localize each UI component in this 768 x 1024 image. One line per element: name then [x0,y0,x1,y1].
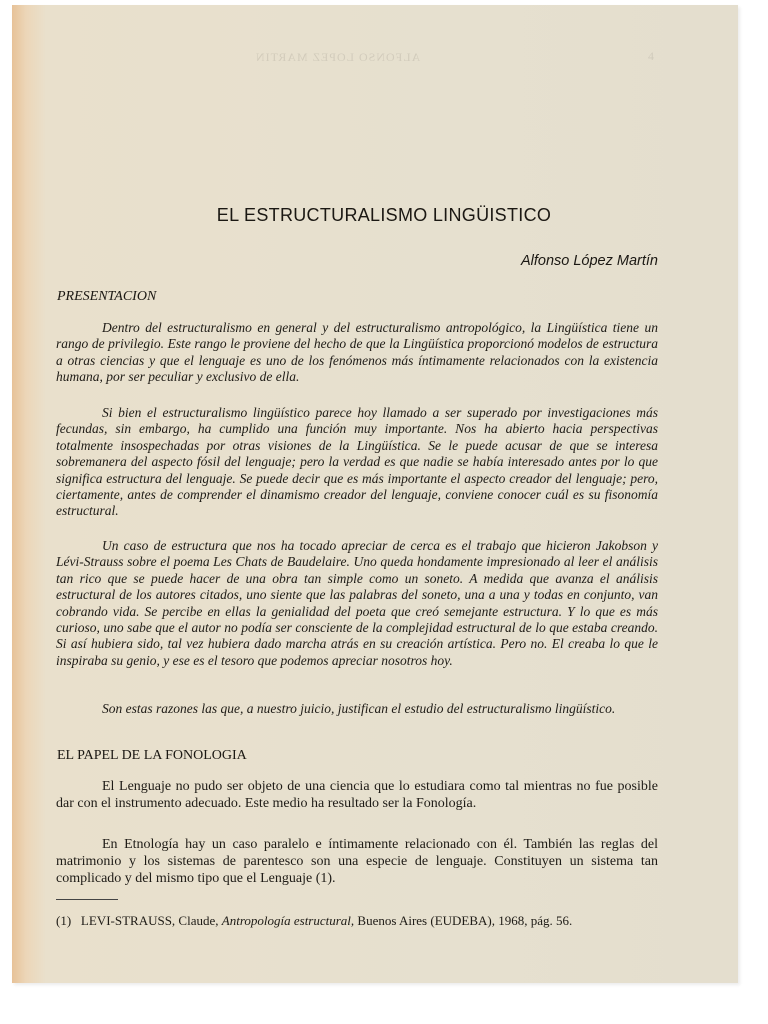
section-heading-presentacion: PRESENTACION [57,289,157,304]
paragraph: El Lenguaje no pudo ser objeto de una ciencia que lo estudiara como tal mientras no fue posible dar con el instrumento adecuado. Este medio ha resultado ser la Fonología. [56,779,658,811]
footnote [56,913,658,929]
paragraph: En Etnología hay un caso paralelo e íntimamente relacionado con él. También las reglas del matrimonio y los sistemas de parentesco son una especie de lenguaje. Constituyen un sistema tan complicado y del mismo tipo que el Lenguaje (1). [56,837,658,886]
bleed-through-page-number: 4 [648,49,655,63]
footnote-marker: (1) [56,913,72,928]
footnote-publication: Buenos Aires (EUDEBA), 1968, pág. 56. [357,913,573,928]
section-heading-fonologia: EL PAPEL DE LA FONOLOGIA [57,748,247,763]
article-title: EL ESTRUCTURALISMO LINGÜISTICO [216,205,552,225]
paragraph: Dentro del estructuralismo en general y del estructuralismo antropológico, la Lingüística tiene un rango de privilegio. Este rango le proviene del hecho de que la Lingüística proporcionó modelos de estructura a otras ciencias y que el lenguaje es uno de los fenómenos más íntimamente relacionados con la existencia humana, por ser peculiar y exclusivo de ella. [56,320,658,385]
footnote-author: LEVI-STRAUSS, Claude, [80,913,219,928]
bleed-through-header: ALFONSO LOPEZ MARTIN [255,50,421,64]
article-author: Alfonso López Martín [520,253,658,269]
paragraph: Un caso de estructura que nos ha tocado apreciar de cerca es el trabajo que hicieron Jakobson y Lévi-Strauss sobre el poema Les Chats de Baudelaire. Uno queda hondamente impresionado al leer el análisis tan rico que se puede hacer de una obra tan simple como un soneto. A medida que avanza el análisis estructural de los autores citados, uno siente que las palabras del soneto, una a una y todas en conjunto, van cobrando vida. Se percibe en ellas la genialidad del poeta que creó semejante estructura. Y lo que es más curioso, uno sabe que el autor no podía ser consciente de la complejidad estructural de lo que estaba creando. Si así hubiera sido, tal vez hubiera dado marcha atrás en su creación artística. Pero no. El creaba lo que le inspiraba su genio, y ese es el tesoro que podemos apreciar nosotros hoy. [56,538,658,668]
footnote-work: Antropología estructural, [221,913,355,928]
paragraph: Si bien el estructuralismo lingüístico parece hoy llamado a ser superado por investigaciones más fecundas, sin embargo, ha cumplido una función muy importante. Nos ha abierto hacia perspectivas totalmente insospechadas por otras visiones de la Lingüística. Se le puede acusar de que se interesa sobremanera del aspecto fósil del lenguaje; pero la verdad es que nadie se había interesado antes por lo que significa estructura del lenguaje. Se puede decir que es más importante el aspecto creador del lenguaje; pero, ciertamente, antes de comprender el dinamismo creador del lenguaje, conviene conocer cuál es su fisonomía estructural. [56,405,658,519]
footnote-divider [56,899,118,900]
paragraph: Son estas razones las que, a nuestro juicio, justifican el estudio del estructuralismo lingüístico. [102,701,616,716]
